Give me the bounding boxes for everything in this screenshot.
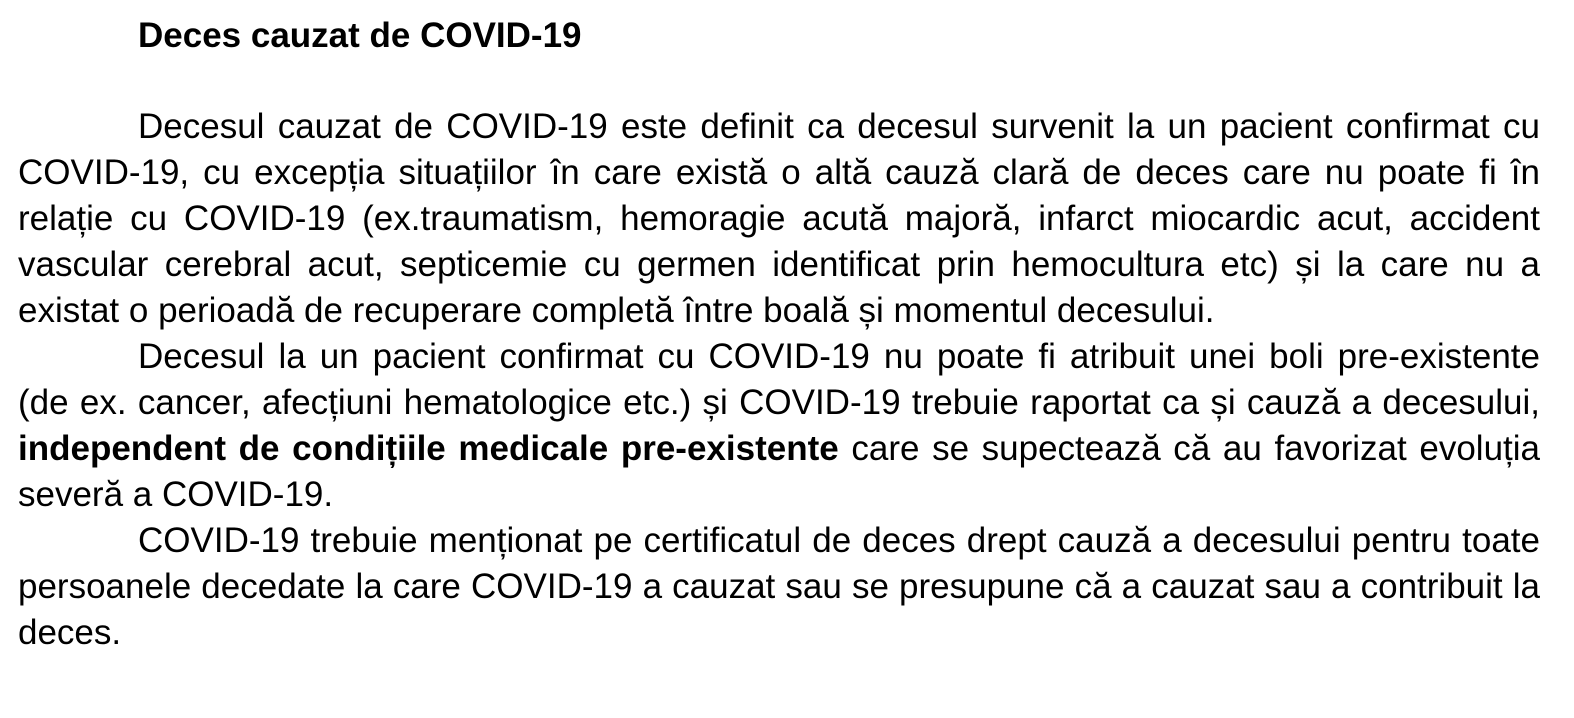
paragraph-pre-existing-conditions	[18, 334, 1540, 518]
paragraph-2-text-end: care se supectează că au favorizat evoluția severă a COVID-19.	[18, 429, 1540, 514]
paragraph-2-text-start: Decesul la un pacient confirmat cu COVID-19 nu poate fi atribuit unei boli pre-existente (de ex. cancer, afecțiuni hematologice etc.) și COVID-19 trebuie raportat ca și cauză a decesului,	[18, 337, 1540, 422]
paragraph-death-certificate: COVID-19 trebuie menționat pe certificatul de deces drept cauză a decesului pentru toate persoanele decedate la care COVID-19 a cauzat sau se presupune că a cauzat sau a contribuit la deces.	[18, 521, 1540, 652]
document-body	[18, 14, 1540, 656]
paragraph-2-bold-emphasis: independent de condițiile medicale pre-existente	[18, 429, 839, 468]
spacer	[18, 58, 1540, 104]
paragraph-definition: Decesul cauzat de COVID-19 este definit ca decesul survenit la un pacient confirmat cu COVID-19, cu excepția situațiilor în care există o altă cauză clară de deces care nu poate fi în relație cu COVID-19 (ex.traumatism, hemoragie acută majoră, infarct miocardic acut, accident vascular cerebral acut, septicemie cu germen identificat prin hemocultura etc) și la care nu a existat o perioadă de recuperare completă între boală și momentul decesului.	[18, 107, 1540, 330]
document-title: Deces cauzat de COVID-19	[138, 16, 582, 55]
